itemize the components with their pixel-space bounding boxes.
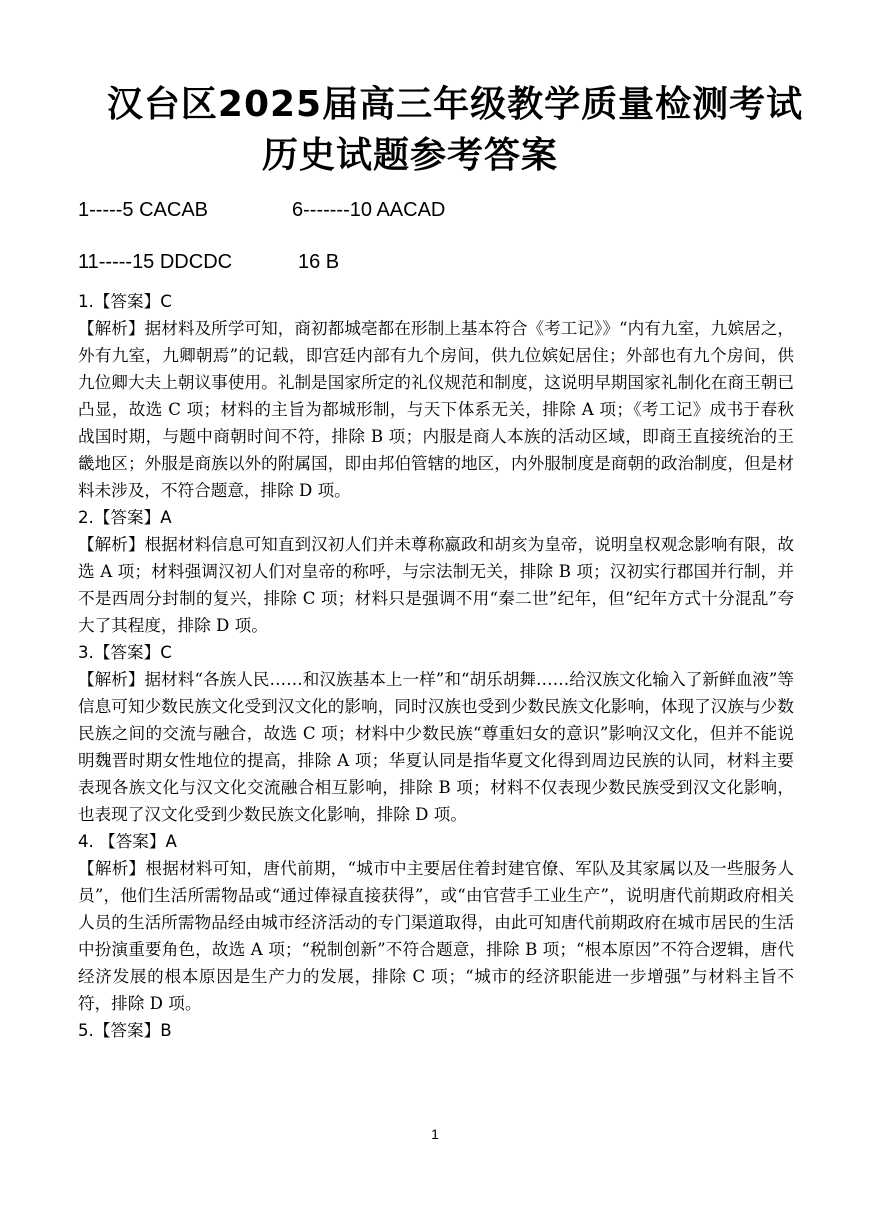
answer-key-11-15: 11-----15 DDCDC bbox=[78, 251, 233, 273]
analysis-2: 【解析】根据材料信息可知直到汉初人们并未尊称嬴政和胡亥为皇帝，说明皇权观念影响有限，故选 A 项；材料强调汉初人们对皇帝的称呼，与宗法制无关，排除 B 项；汉初实行郡国并行制，并不是西周分封制的复兴，排除 C 项；材料只是强调不用“秦二世”纪年，但“纪年方式十分混乱”夸大了其程度，排除 D 项。 bbox=[78, 535, 794, 635]
document-title-line2: 历史试题参考答案 bbox=[261, 135, 558, 176]
answer-explanations bbox=[78, 288, 794, 1044]
analysis-3: 【解析】据材料“各族人民……和汉族基本上一样”和“胡乐胡舞……给汉族文化输入了新鲜血液”等信息可知少数民族文化受到汉文化的影响，同时汉族也受到少数民族文化影响，体现了汉族与少数民族之间的交流与融合，故选 C 项；材料中少数民族“尊重妇女的意识”影响汉文化，但并不能说明魏晋时期女性地位的提高，排除 A 项；华夏认同是指华夏文化得到周边民族的认同，材料主要表现各族文化与汉文化交流融合相互影响，排除 B 项；材料不仅表现少数民族受到汉文化影响，也表现了汉文化受到少数民族文化影响，排除 D 项。 bbox=[78, 670, 794, 824]
analysis-1: 【解析】据材料及所学可知，商初都城亳都在形制上基本符合《考工记》》“内有九室，九嫔居之，外有九室，九卿朝焉”的记载，即宫廷内部有九个房间，供九位嫔妃居住；外部也有九个房间，供九位卿大夫上朝议事使用。礼制是国家所定的礼仪规范和制度，这说明早期国家礼制化在商王朝已凸显，故选 C 项；材料的主旨为都城形制，与天下体系无关，排除 A 项；《考工记》成书于春秋战国时期，与题中商朝时间不符，排除 B 项；内服是商人本族的活动区域，即商王直接统治的王畿地区；外服是商族以外的附属国，即由邦伯管辖的地区，内外服制度是商朝的政治制度，但是材料未涉及，不符合题意，排除 D 项。 bbox=[78, 319, 794, 500]
answer-key-16: 16 B bbox=[298, 251, 340, 273]
answer-label-3: 3.【答案】C bbox=[78, 643, 172, 662]
analysis-4: 【解析】根据材料可知，唐代前期，“城市中主要居住着封建官僚、军队及其家属以及一些服务人员”，他们生活所需物品或“通过俸禄直接获得”，或“由官营手工业生产”，说明唐代前期政府相关人员的生活所需物品经由城市经济活动的专门渠道取得，由此可知唐代前期政府在城市居民的生活中扮演重要角色，故选 A 项；“税制创新”不符合题意，排除 B 项；“根本原因”不符合逻辑，唐代经济发展的根本原因是生产力的发展，排除 C 项；“城市的经济职能进一步增强”与材料主旨不符，排除 D 项。 bbox=[78, 859, 794, 1013]
answer-label-1: 1.【答案】C bbox=[78, 292, 172, 311]
document-title-line1: 汉台区2025届高三年级教学质量检测考试 bbox=[106, 84, 804, 125]
answer-label-2: 2.【答案】A bbox=[78, 508, 172, 527]
answer-key-6-10: 6-------10 AACAD bbox=[292, 199, 446, 221]
answer-label-4: 4. 【答案】A bbox=[78, 832, 177, 851]
page-number: 1 bbox=[431, 1126, 439, 1142]
answer-label-5: 5.【答案】B bbox=[78, 1021, 172, 1040]
answer-key-1-5: 1-----5 CACAB bbox=[78, 199, 209, 221]
